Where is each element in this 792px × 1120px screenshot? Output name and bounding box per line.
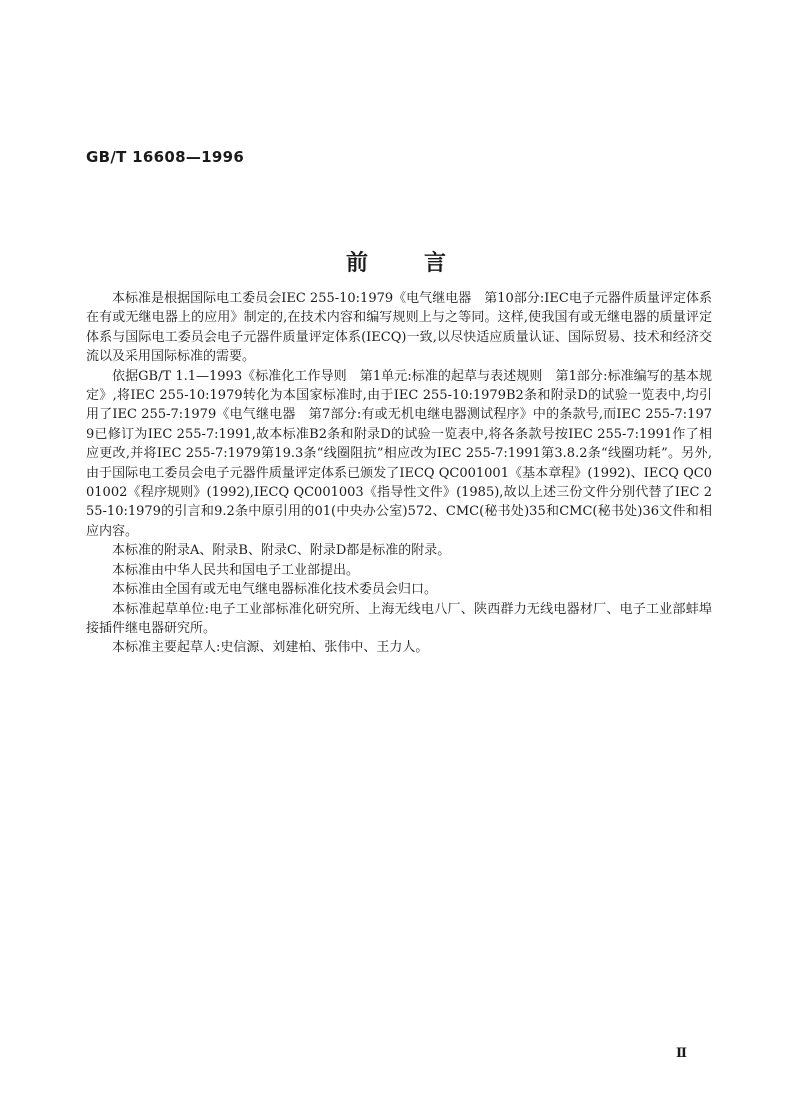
paragraph-basis: 本标准是根据国际电工委员会IEC 255-10:1979《电气继电器 第10部分:IEC电子元器件质量评定体系在有或无继电器上的应用》制定的,在技术内容和编写规则上与之等同。这样,使我国有或无继电器的质量评定体系与国际电工委员会电子元器件质量评定体系(IECQ)一致,以尽快适应质量认证、国际贸易、技术和经济交流以及采用国际标准的需要。: [86, 291, 712, 365]
paragraph-drafters: 本标准主要起草人:史信源、刘建柏、张伟中、王力人。: [112, 640, 429, 656]
page-title: 前言: [345, 251, 502, 276]
paragraph-drafting-rules: 依据GB/T 1.1—1993《标准化工作导则 第1单元:标准的起草与表述规则 第1部分:标准编写的基本规定》,将IEC 255-10:1979转化为本国家标准时,由于IEC 255-10:1979B2条和附录D的试验一览表中,均引用了IEC 255-7:1979《电气继电器 第7部分:有或无机电继电器测试程序》中的条款号,而IEC 255-7:1979已修订为IEC 255-7:1991,故本标准B2条和附录D的试验一览表中,将各条款号按IEC 255-7:1991作了相应更改,并将IEC 255-7:1979第19.3条“线圈阻抗”相应改为IEC 255-7:1991第3.8.2条“线圈功耗”。另外,由于国际电工委员会电子元器件质量评定体系已颁发了IECQ QC001001《基本章程》(1992)、IECQ QC001002《程序规则》(1992),IECQ QC001003《指导性文件》(1985),故以上述三份文件分别代替了IEC 255-10:1979的引言和9.2条中原引用的01(中央办公室)572、CMC(秘书处)35和CMC(秘书处)36文件和相应内容。: [86, 368, 712, 539]
foreword-body: [86, 289, 712, 658]
page-number: Ⅱ: [676, 1046, 687, 1061]
paragraph-centralized-by: 本标准由全国有或无电气继电器标准化技术委员会归口。: [112, 582, 438, 598]
paragraph-proposed-by: 本标准由中华人民共和国电子工业部提出。: [112, 562, 360, 578]
standard-code: GB/T 16608—1996: [86, 148, 245, 166]
paragraph-drafting-units: 本标准起草单位:电子工业部标准化研究所、上海无线电八厂、陕西群力无线电器材厂、电子工业部蚌埠接插件继电器研究所。: [86, 601, 712, 636]
paragraph-annexes: 本标准的附录A、附录B、附录C、附录D都是标准的附录。: [112, 543, 451, 559]
